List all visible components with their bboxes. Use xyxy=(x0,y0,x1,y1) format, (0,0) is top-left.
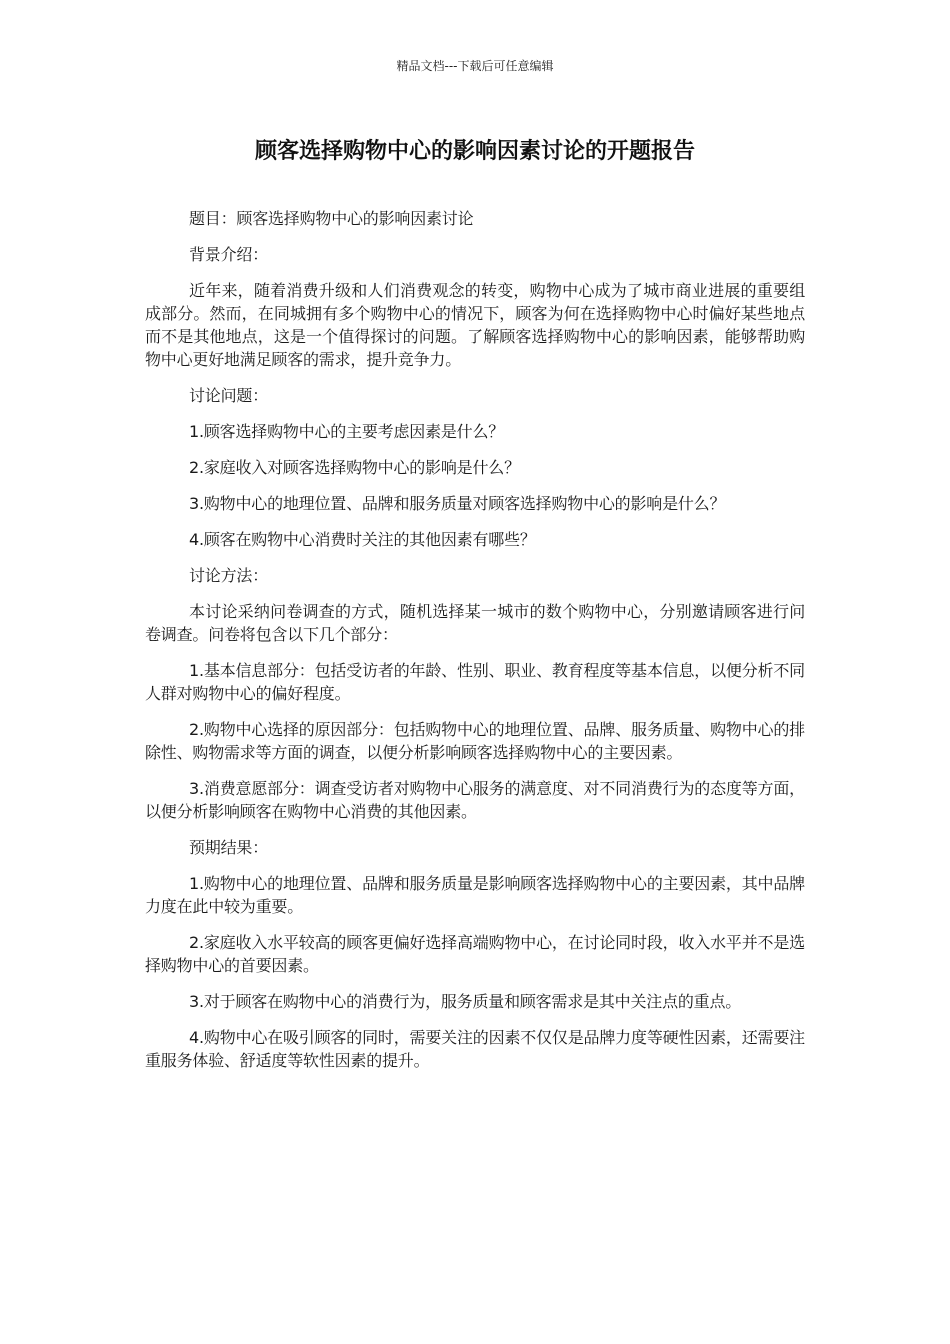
section-heading-methods: 讨论方法： xyxy=(189,566,269,585)
document-body xyxy=(145,207,805,1085)
section-heading-questions: 讨论问题： xyxy=(189,386,269,405)
methods-paragraph: 本讨论采纳问卷调查的方式，随机选择某一城市的数个购物中心，分别邀请顾客进行问卷调查。问卷将包含以下几个部分： xyxy=(145,602,805,644)
questionnaire-part: 2.购物中心选择的原因部分：包括购物中心的地理位置、品牌、服务质量、购物中心的排除性、购物需求等方面的调查，以便分析影响顾客选择购物中心的主要因素。 xyxy=(145,720,805,762)
section-heading-background: 背景介绍： xyxy=(189,245,269,264)
expected-result-item: 3.对于顾客在购物中心的消费行为，服务质量和顾客需求是其中关注点的重点。 xyxy=(189,992,742,1011)
questionnaire-part: 3.消费意愿部分：调查受访者对购物中心服务的满意度、对不同消费行为的态度等方面，以便分析影响顾客在购物中心消费的其他因素。 xyxy=(145,779,805,821)
expected-result-item: 4.购物中心在吸引顾客的同时，需要关注的因素不仅仅是品牌力度等硬性因素，还需要注重服务体验、舒适度等软性因素的提升。 xyxy=(145,1028,805,1070)
document-title: 顾客选择购物中心的影响因素讨论的开题报告 xyxy=(254,139,695,164)
question-item: 2.家庭收入对顾客选择购物中心的影响是什么？ xyxy=(189,458,520,477)
topic-line: 题目：顾客选择购物中心的影响因素讨论 xyxy=(189,209,474,228)
questionnaire-part: 1.基本信息部分：包括受访者的年龄、性别、职业、教育程度等基本信息，以便分析不同人群对购物中心的偏好程度。 xyxy=(145,661,805,703)
question-item: 1.顾客选择购物中心的主要考虑因素是什么？ xyxy=(189,422,505,441)
section-heading-results: 预期结果： xyxy=(189,838,269,857)
question-item: 3.购物中心的地理位置、品牌和服务质量对顾客选择购物中心的影响是什么？ xyxy=(189,494,726,513)
background-paragraph: 近年来，随着消费升级和人们消费观念的转变，购物中心成为了城市商业进展的重要组成部分。然而，在同城拥有多个购物中心的情况下，顾客为何在选择购物中心时偏好某些地点而不是其他地点，这是一个值得探讨的问题。了解顾客选择购物中心的影响因素，能够帮助购物中心更好地满足顾客的需求，提升竞争力。 xyxy=(145,281,805,369)
question-item: 4.顾客在购物中心消费时关注的其他因素有哪些？ xyxy=(189,530,536,549)
page-header: 精品文档---下载后可任意编辑 xyxy=(396,59,554,73)
expected-result-item: 1.购物中心的地理位置、品牌和服务质量是影响顾客选择购物中心的主要因素，其中品牌力度在此中较为重要。 xyxy=(145,874,805,916)
expected-result-item: 2.家庭收入水平较高的顾客更偏好选择高端购物中心，在讨论同时段，收入水平并不是选择购物中心的首要因素。 xyxy=(145,933,805,975)
